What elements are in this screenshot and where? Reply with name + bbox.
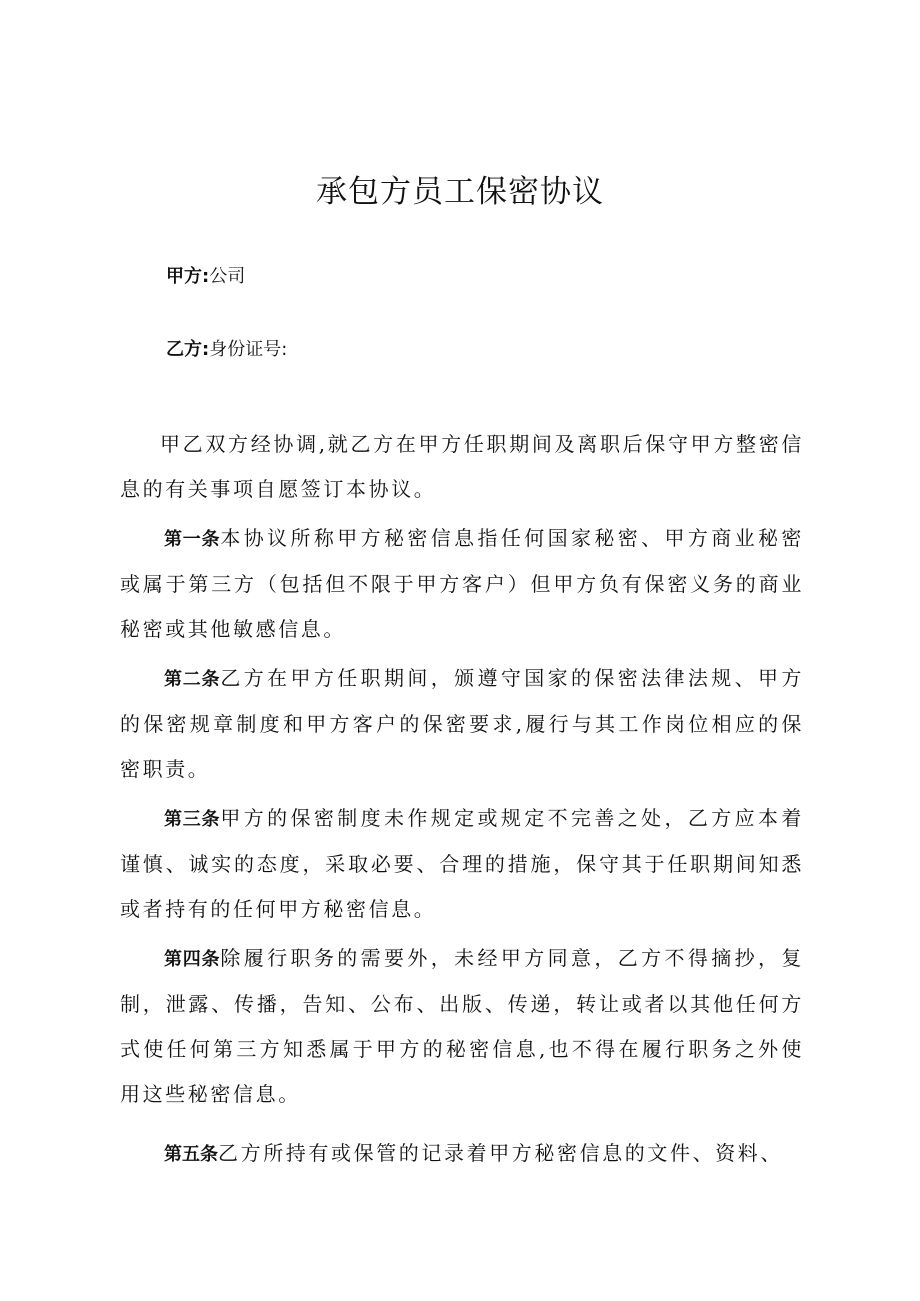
party-a-line xyxy=(166,262,245,288)
article-2-heading: 第二条 xyxy=(164,669,221,690)
article-3-text: 甲方的保密制度未作规定或规定不完善之处，乙方应本着谨慎、诚实的态度，采取必要、合理的措施，保守其于任职期间知悉或者持有的任何甲方秘密信息。 xyxy=(120,806,805,921)
article-4 xyxy=(120,936,804,1117)
article-4-text: 除履行职务的需要外，未经甲方同意，乙方不得摘抄，复制，泄露、传播，告知、公布、出版、传递，转让或者以其他任何方式使任何第三方知悉属于甲方的秘密信息,也不得在履行职务之外使用这些秘密信息。 xyxy=(120,946,805,1106)
article-4-heading: 第四条 xyxy=(164,949,221,970)
party-b-label: 乙方: xyxy=(166,339,210,360)
article-3 xyxy=(120,796,804,932)
article-2 xyxy=(120,656,804,792)
party-b-value: 身份证号: xyxy=(209,339,288,360)
article-3-heading: 第三条 xyxy=(164,809,221,830)
article-5 xyxy=(120,1131,804,1177)
agreement-body xyxy=(120,422,804,1177)
article-1-text: 本协议所称甲方秘密信息指任何国家秘密、甲方商业秘密或属于第三方（包括但不限于甲方客户）但甲方负有保密义务的商业秘密或其他敏感信息。 xyxy=(120,526,805,641)
intro-paragraph: 甲乙双方经协调,就乙方在甲方任职期间及离职后保守甲方整密信息的有关事项自愿签订本协议。 xyxy=(120,432,804,501)
article-2-text: 乙方在甲方任职期间，颁遵守国家的保密法律法规、甲方的保密规章制度和甲方客户的保密要求,履行与其工作岗位相应的保密职责。 xyxy=(120,666,805,781)
article-5-heading: 第五条 xyxy=(164,1144,218,1165)
article-1-heading: 第一条 xyxy=(164,529,221,550)
party-b-line xyxy=(166,335,287,361)
document-title: 承包方员工保密协议 xyxy=(316,174,604,210)
article-1 xyxy=(120,516,804,652)
article-5-text: 乙方所持有或保管的记录着甲方秘密信息的文件、资料、 xyxy=(218,1141,783,1165)
party-a-label: 甲方: xyxy=(166,266,210,287)
party-a-value: 公司 xyxy=(209,266,246,287)
